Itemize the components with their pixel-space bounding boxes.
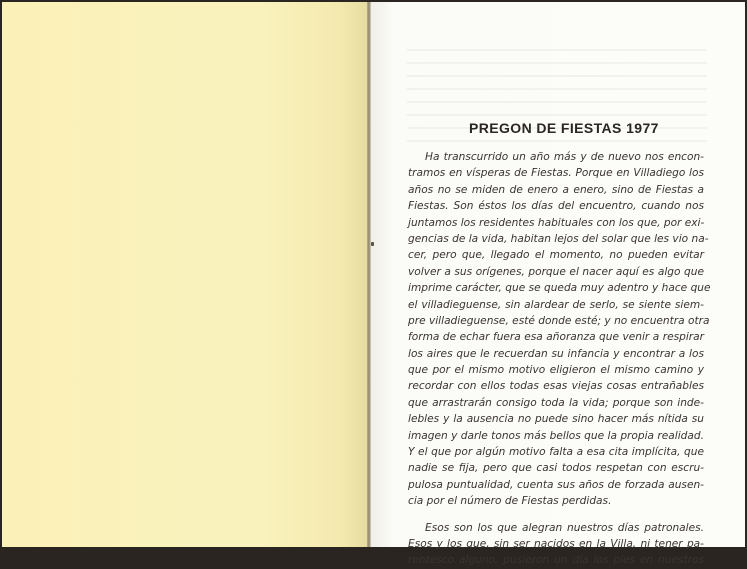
- text-line: Y el que por algún motivo falta a esa cita implícita, que: [408, 446, 704, 459]
- paragraph-1: [408, 149, 711, 510]
- text-line: rentesco alguno, pusieron un día los pies en nuestros: [408, 554, 704, 567]
- page-title: PREGON DE FIESTAS 1977: [469, 120, 659, 136]
- text-line: Esos y los que, sin ser nacidos en la Villa, ni tener pa-: [408, 537, 704, 550]
- text-line: volver a sus orígenes, porque el nacer aquí es algo que: [408, 265, 704, 278]
- text-line: años no se miden de enero a enero, sino de Fiestas a: [408, 183, 704, 196]
- text-line: imagen y darle tonos más bellos que la propia realidad.: [408, 429, 704, 442]
- text-line: Ha transcurrido un año más y de nuevo nos encon-: [425, 151, 704, 163]
- text-line: nadie se fija, pero que casi todos respetan con escru-: [408, 462, 704, 475]
- text-line: que arrastrarán consigo toda la vida; porque son inde-: [408, 396, 704, 409]
- paragraph-2: [408, 520, 704, 569]
- text-line: el villadieguense, sin alardear de serlo, se siente siem-: [408, 298, 704, 311]
- paper-speck: [371, 242, 374, 246]
- text-line: que por el mismo motivo eligieron el mismo camino y: [408, 364, 704, 377]
- text-line: lebles y la ausencia no puede sino hacer más nítida su: [408, 413, 704, 426]
- body-text: [408, 149, 711, 569]
- text-line: pulosa puntualidad, cuenta sus años de forzada ausen-: [408, 478, 704, 491]
- text-line: pre villadieguense, esté donde esté; y no encuentra otra: [408, 314, 710, 327]
- text-line: Esos son los que alegran nuestros días patronales.: [425, 521, 704, 534]
- text-line: recordar con ellos todas esas viejas cosas entrañables: [408, 380, 704, 393]
- text-line: Fiestas. Son éstos los días del encuentro, cuando nos: [408, 200, 704, 213]
- text-line: forma de echar fuera esa añoranza que venir a respirar: [408, 331, 704, 344]
- text-line: gencias de la vida, habitan lejos del solar que les vio na-: [408, 232, 709, 245]
- text-line: imprime carácter, que se queda muy adentro y hace que: [408, 282, 711, 295]
- text-line: juntamos los residentes habituales con los que, por exi-: [408, 216, 705, 229]
- text-line: tramos en vísperas de Fiestas. Porque en Villadiego los: [408, 167, 704, 180]
- text-line: cer, pero que, llegado el momento, no pueden evitar: [408, 249, 704, 262]
- right-page: [371, 2, 745, 567]
- left-page-blank: [2, 2, 368, 547]
- text-line: los aires que le recuerdan su infancia y encontrar a los: [408, 347, 704, 360]
- text-line: cia por el número de Fiestas perdidas.: [408, 495, 612, 508]
